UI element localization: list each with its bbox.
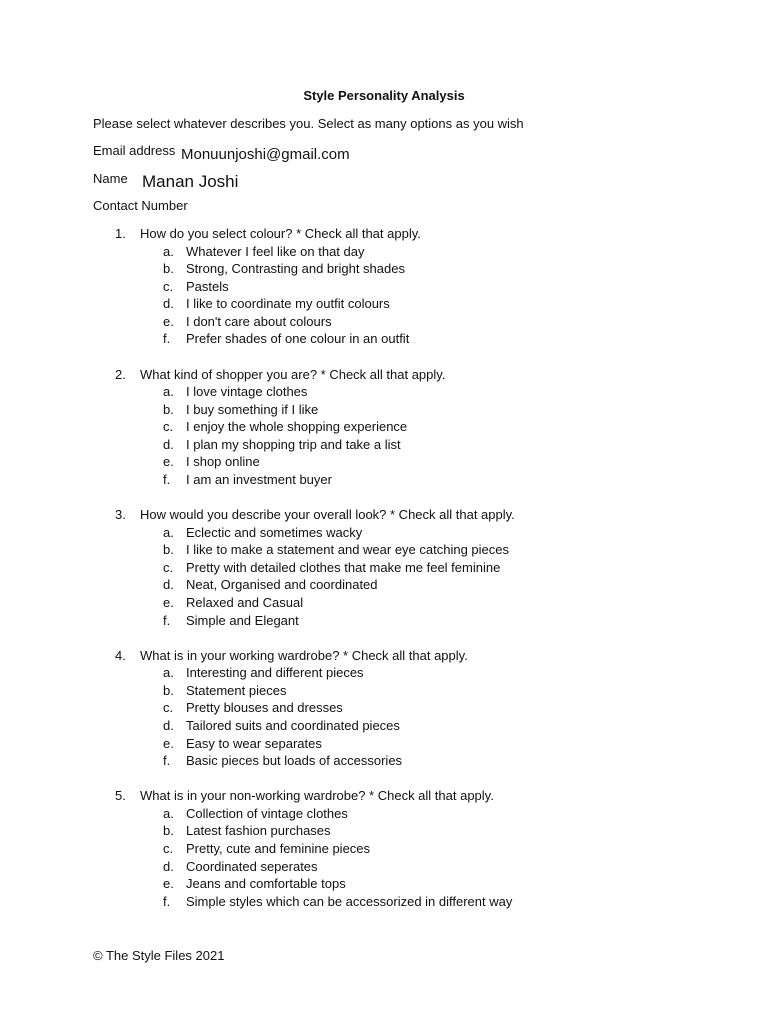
option-letter: f. bbox=[163, 612, 171, 628]
option-item[interactable] bbox=[0, 330, 768, 348]
option-text: Simple styles which can be accessorized in different way bbox=[186, 893, 513, 909]
option-item[interactable] bbox=[0, 612, 768, 630]
option-item[interactable] bbox=[0, 576, 768, 594]
option-letter: d. bbox=[163, 717, 174, 733]
intro-text: Please select whatever describes you. Select as many options as you wish bbox=[93, 116, 524, 131]
option-letter: b. bbox=[163, 261, 174, 277]
option-letter: b. bbox=[163, 823, 174, 839]
option-letter: d. bbox=[163, 858, 174, 874]
option-letter: e. bbox=[163, 876, 174, 892]
contact-number-label: Contact Number bbox=[93, 198, 188, 213]
option-text: Neat, Organised and coordinated bbox=[186, 577, 378, 593]
option-letter: e. bbox=[163, 454, 174, 470]
question-1 bbox=[0, 225, 768, 348]
option-text: Coordinated seperates bbox=[186, 858, 318, 874]
option-letter: e. bbox=[163, 595, 174, 610]
email-value: Monuunjoshi@gmail.com bbox=[181, 146, 350, 163]
option-letter: f. bbox=[163, 472, 171, 488]
option-text: Statement pieces bbox=[186, 682, 287, 698]
question-5 bbox=[0, 787, 768, 910]
option-item[interactable] bbox=[0, 418, 768, 436]
option-item[interactable] bbox=[0, 717, 768, 735]
option-letter: c. bbox=[163, 700, 174, 716]
option-text: Relaxed and Casual bbox=[186, 595, 304, 610]
name-label: Name bbox=[93, 171, 128, 186]
option-item[interactable] bbox=[0, 541, 768, 559]
option-text: Pretty, cute and feminine pieces bbox=[186, 840, 371, 856]
option-item[interactable] bbox=[0, 822, 768, 840]
option-letter: d. bbox=[163, 436, 174, 452]
question-text: How would you describe your overall look? * Check all that apply. bbox=[140, 507, 515, 523]
option-letter: d. bbox=[163, 577, 174, 593]
option-item[interactable] bbox=[0, 664, 768, 682]
option-item[interactable] bbox=[0, 436, 768, 454]
option-text: Basic pieces but loads of accessories bbox=[186, 753, 403, 769]
option-item[interactable] bbox=[0, 243, 768, 261]
option-letter: d. bbox=[163, 296, 174, 312]
option-text: I like to coordinate my outfit colours bbox=[186, 296, 390, 312]
option-item[interactable] bbox=[0, 594, 768, 612]
question-3 bbox=[0, 506, 768, 629]
question-2 bbox=[0, 366, 768, 489]
option-item[interactable] bbox=[0, 858, 768, 876]
option-letter: c. bbox=[163, 559, 174, 575]
option-item[interactable] bbox=[0, 295, 768, 313]
copyright-footer: © The Style Files 2021 bbox=[93, 948, 225, 963]
question-4 bbox=[0, 647, 768, 770]
option-text: Interesting and different pieces bbox=[186, 665, 364, 681]
option-item[interactable] bbox=[0, 735, 768, 753]
option-text: I like to make a statement and wear eye catching pieces bbox=[186, 542, 510, 558]
question-text: What is in your non-working wardrobe? * Check all that apply. bbox=[140, 788, 494, 804]
option-text: Latest fashion purchases bbox=[186, 823, 331, 839]
option-text: Simple and Elegant bbox=[186, 612, 299, 628]
option-text: Whatever I feel like on that day bbox=[186, 243, 365, 259]
question-list bbox=[0, 225, 768, 928]
option-text: Strong, Contrasting and bright shades bbox=[186, 261, 405, 277]
question-number: 3. bbox=[115, 507, 126, 523]
option-item[interactable] bbox=[0, 313, 768, 331]
question-text: What is in your working wardrobe? * Check all that apply. bbox=[140, 647, 468, 663]
option-text: Pretty blouses and dresses bbox=[186, 700, 343, 716]
option-item[interactable] bbox=[0, 875, 768, 893]
option-text: Pastels bbox=[186, 278, 229, 294]
name-value: Manan Joshi bbox=[142, 172, 239, 191]
option-text: Easy to wear separates bbox=[186, 735, 322, 751]
option-text: I love vintage clothes bbox=[186, 384, 308, 400]
option-letter: f. bbox=[163, 893, 171, 909]
option-item[interactable] bbox=[0, 805, 768, 823]
option-text: Pretty with detailed clothes that make me feel feminine bbox=[186, 559, 501, 575]
question-text: What kind of shopper you are? * Check all that apply. bbox=[140, 366, 446, 382]
option-letter: f. bbox=[163, 753, 171, 769]
option-item[interactable] bbox=[0, 893, 768, 911]
option-letter: a. bbox=[163, 384, 174, 400]
option-letter: a. bbox=[163, 665, 174, 681]
option-text: Tailored suits and coordinated pieces bbox=[186, 717, 400, 733]
option-item[interactable] bbox=[0, 752, 768, 770]
option-letter: b. bbox=[163, 401, 174, 417]
question-number: 4. bbox=[115, 647, 126, 663]
option-letter: a. bbox=[163, 524, 174, 540]
question-number: 5. bbox=[115, 788, 126, 804]
option-item[interactable] bbox=[0, 471, 768, 489]
option-item[interactable] bbox=[0, 278, 768, 296]
option-letter: a. bbox=[163, 243, 174, 259]
option-item[interactable] bbox=[0, 682, 768, 700]
option-text: Jeans and comfortable tops bbox=[186, 876, 346, 892]
option-letter: a. bbox=[163, 805, 174, 821]
email-label: Email address bbox=[93, 143, 176, 158]
option-text: Prefer shades of one colour in an outfit bbox=[186, 331, 410, 347]
option-letter: e. bbox=[163, 313, 174, 329]
option-letter: c. bbox=[163, 840, 174, 856]
option-item[interactable] bbox=[0, 559, 768, 577]
option-text: I enjoy the whole shopping experience bbox=[186, 419, 408, 435]
question-text: How do you select colour? * Check all that apply. bbox=[140, 226, 421, 241]
option-item[interactable] bbox=[0, 401, 768, 419]
option-letter: c. bbox=[163, 419, 174, 435]
option-letter: f. bbox=[163, 331, 171, 347]
option-letter: e. bbox=[163, 735, 174, 751]
option-text: I buy something if I like bbox=[186, 401, 319, 417]
option-text: Eclectic and sometimes wacky bbox=[186, 524, 363, 540]
question-number: 1. bbox=[115, 226, 126, 241]
option-text: I don't care about colours bbox=[186, 313, 332, 329]
option-item[interactable] bbox=[0, 260, 768, 278]
option-text: Collection of vintage clothes bbox=[186, 805, 348, 821]
option-letter: b. bbox=[163, 682, 174, 698]
option-item[interactable] bbox=[0, 699, 768, 717]
option-text: I shop online bbox=[186, 454, 260, 470]
option-item[interactable] bbox=[0, 383, 768, 401]
option-item[interactable] bbox=[0, 453, 768, 471]
question-number: 2. bbox=[115, 366, 126, 382]
option-text: I plan my shopping trip and take a list bbox=[186, 436, 401, 452]
option-item[interactable] bbox=[0, 524, 768, 542]
option-item[interactable] bbox=[0, 840, 768, 858]
option-text: I am an investment buyer bbox=[186, 472, 332, 488]
option-letter: b. bbox=[163, 542, 174, 558]
option-letter: c. bbox=[163, 278, 174, 294]
document-title: Style Personality Analysis bbox=[303, 88, 465, 103]
